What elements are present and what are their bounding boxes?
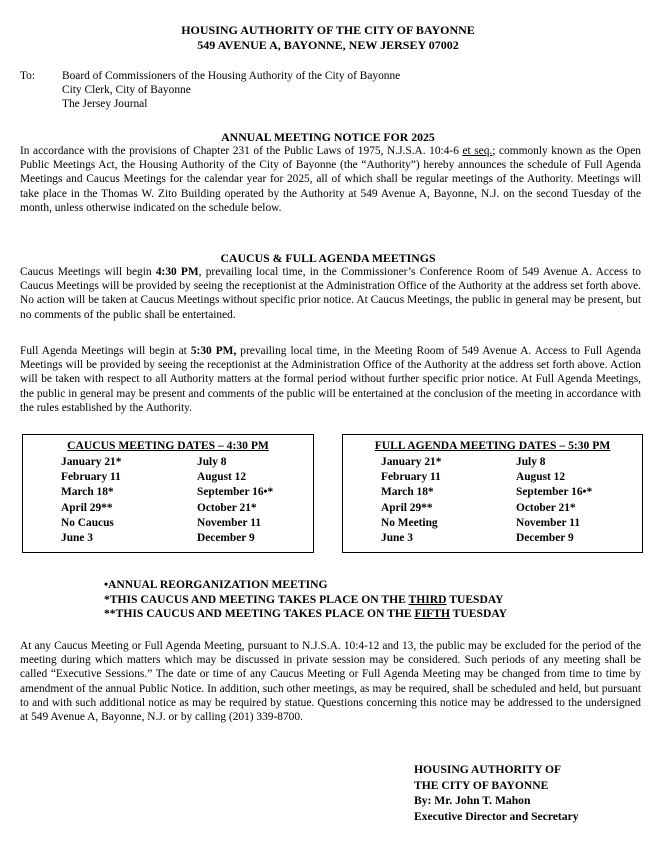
letterhead-address: 549 AVENUE A, BAYONNE, NEW JERSEY 07002 [197,37,459,52]
recipient: City Clerk, City of Bayonne [62,84,191,97]
caucus-text-b: , prevailing local time, in the Commissioner’s Conference Room of 549 Avenue A. Access to Caucus Meetings will be provided by seeing the receptionist at the Administration Office of the Authority at the address set forth above. No action will be taken at Caucus Meetings without specific prior notice. At Caucus Meetings, the public in general may be present, but no comments of the public shall be entertained. [20,266,641,321]
date-item: March 18* [61,486,114,499]
date-item: August 12 [516,471,566,484]
date-item: November 11 [516,516,581,529]
date-item: October 21* [516,501,576,514]
meetings-title: CAUCUS & FULL AGENDA MEETINGS [220,251,436,265]
date-item: June 3 [61,531,93,544]
date-item: February 11 [61,471,121,484]
recipient: Board of Commissioners of the Housing Authority of the City of Bayonne [62,70,401,82]
caucus-paragraph [20,265,641,322]
date-item: February 11 [381,471,441,484]
caucus-dates-box [22,434,314,553]
caucus-dates-col2 [197,455,273,546]
signature-line: Executive Director and Secretary [414,809,579,823]
date-item: September 16•* [516,486,593,499]
notice-paragraph [20,144,641,215]
signature-line: HOUSING AUTHORITY OF [414,763,562,776]
date-item: April 29** [381,501,433,514]
letterhead [0,23,656,52]
date-item: June 3 [381,531,413,544]
full-agenda-paragraph [20,344,641,415]
closing-paragraph: At any Caucus Meeting or Full Agenda Meeting, pursuant to N.J.S.A. 10:4-12 and 13, the public may be excluded for the period of the meeting during which matters which may be discussed in private session may be considered. Such periods of any meeting shall be called “Executive Sessions.” The date or time of any Caucus Meeting or Full Agenda Meeting may be changed from time to time by amendment of the annual Public Notice. In addition, such other meetings, as may be required, shall be scheduled and held, but pursuant to and with such additional notice as may be required by statue. Questions concerning this notice may be addressed to the undersigned at 549 Avenue A, Bayonne, N.J. or by calling (201) 339-8700. [20,640,641,724]
schedule-notes [104,578,507,622]
full-text-b: prevailing local time, in the Meeting Room of 549 Avenue A. Access to Full Agenda Meetings will be provided by seeing the receptionist at the Administration Office of the Authority at the address set forth above. Action will be taken with respect to all Authority matters at the formal period without further specific prior notice. At Full Agenda Meetings, the public in general may be present and comments of the public will be entertained at the conclusion of the meeting in accordance with the rules established by the Authority. [20,345,641,414]
notice-title: ANNUAL MEETING NOTICE FOR 2025 [221,130,435,144]
full-dates-col2 [516,455,592,546]
recipient: The Jersey Journal [62,98,148,111]
date-item: September 16•* [197,486,274,499]
signature-block [414,762,579,824]
full-box-title: FULL AGENDA MEETING DATES – 5:30 PM [374,439,611,452]
date-item: No Caucus [61,516,114,529]
schedule-boxes [22,434,642,555]
date-item: December 9 [516,531,574,544]
caucus-time: 4:30 PM [155,266,199,278]
date-item: January 21* [381,456,442,468]
full-text-a: Full Agenda Meetings will begin at [20,345,191,357]
full-agenda-dates-box [342,434,643,553]
date-item: December 9 [197,531,255,544]
notice-text-b: ; commonly known as the Open Public Meetings Act, the Housing Authority of the City of Bayonne (the “Authority”) hereby announces the schedule of Full Agenda Meetings and Caucus Meetings for the calendar year for 2025, all of which shall be regular meetings of the Authority. Meetings will take place in the Thomas W. Zito Building operated by the Authority at 549 Avenue A, Bayonne, N.J. on the second Tuesday of the month, unless otherwise indicated on the schedule below. [20,145,641,214]
full-time: 5:30 PM, [190,345,237,357]
date-item: November 11 [197,516,262,529]
signature-line: THE CITY OF BAYONNE [414,778,549,792]
notice-text-a: In accordance with the provisions of Chapter 231 of the Public Laws of 1975, N.J.S.A. 10:4-6 [20,145,463,157]
to-label: To: [20,70,36,82]
date-item: July 8 [516,456,546,468]
note-third-tuesday: *THIS CAUCUS AND MEETING TAKES PLACE ON THE THIRD TUESDAY [104,592,504,606]
note-reorganization: •ANNUAL REORGANIZATION MEETING [104,578,328,591]
caucus-box-title: CAUCUS MEETING DATES – 4:30 PM [67,439,269,452]
note-fifth-tuesday: **THIS CAUCUS AND MEETING TAKES PLACE ON THE FIFTH TUESDAY [104,607,507,621]
full-dates-col1 [381,455,441,546]
et-seq: et seq. [462,145,493,157]
date-item: March 18* [381,486,434,499]
date-item: July 8 [197,456,227,468]
letterhead-name: HOUSING AUTHORITY OF THE CITY OF BAYONNE [181,23,475,37]
signature-line: By: Mr. John T. Mahon [414,794,531,807]
date-item: August 12 [197,471,247,484]
caucus-dates-col1 [61,455,121,546]
caucus-text-a: Caucus Meetings will begin [20,266,156,278]
date-item: October 21* [197,501,257,514]
date-item: April 29** [61,501,113,514]
date-item: No Meeting [381,516,438,529]
date-item: January 21* [61,456,122,468]
